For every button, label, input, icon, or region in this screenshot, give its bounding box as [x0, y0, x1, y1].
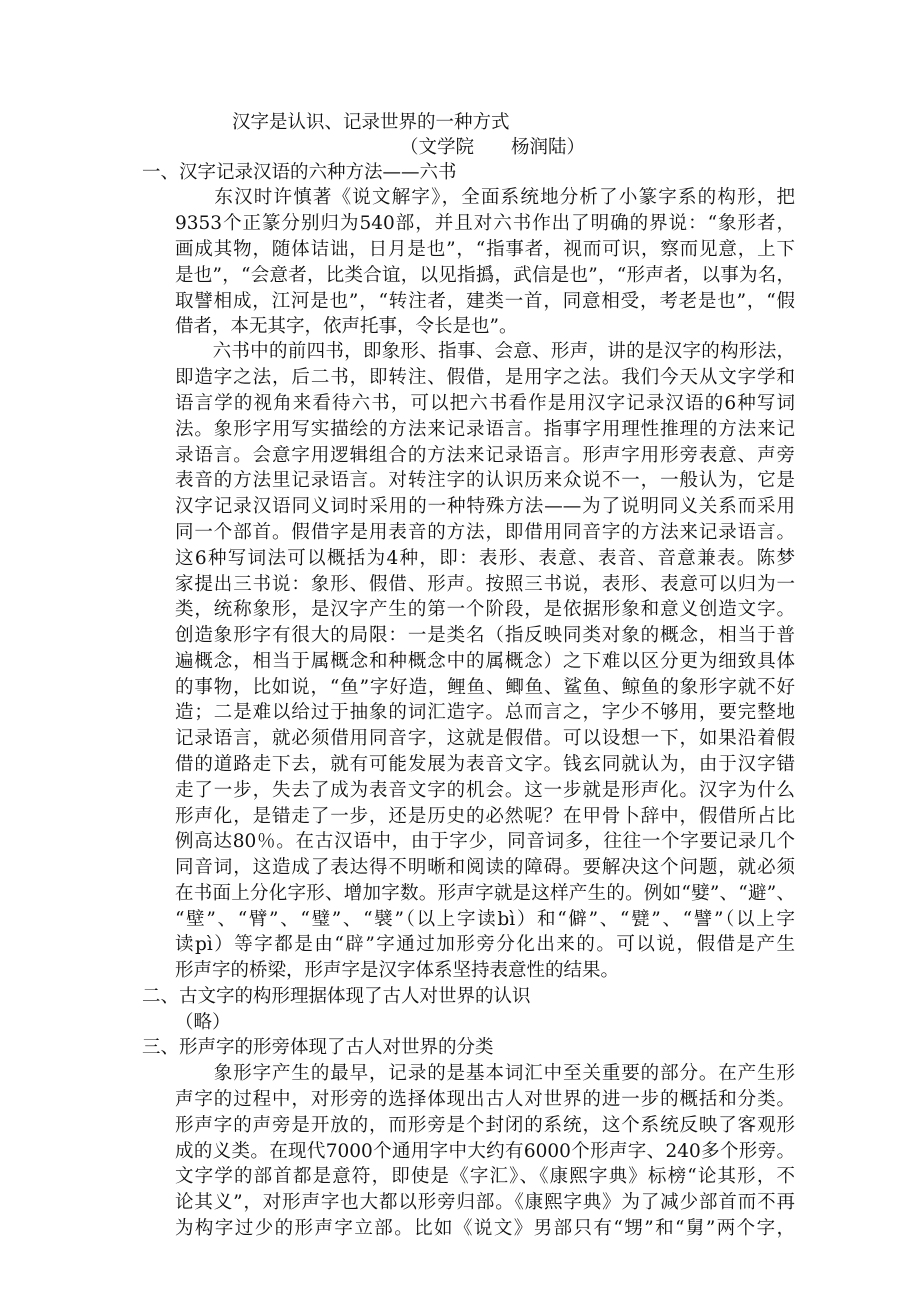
section-heading-3: 三、形声字的形旁体现了古人对世界的分类	[142, 1037, 494, 1058]
paragraph-line: 读pì）等字都是由“辟”字通过加形旁分化出来的。可以说，假借是产生	[175, 934, 795, 955]
paragraph-line: 家提出三书说：象形、假借、形声。按照三书说，表形、表意可以归为一	[175, 574, 795, 595]
paragraph-line: 例高达80％。在古汉语中，由于字少，同音词多，往往一个字要记录几个	[175, 831, 795, 852]
paragraph-line: 成的义类。在现代7000个通用字中大约有6000个形声字、240多个形旁。	[175, 1141, 795, 1162]
paragraph-line: 同音词，这造成了表达得不明晰和阅读的障碍。要解决这个问题，就必须	[175, 857, 795, 878]
paragraph-line: 走了一步，失去了成为表音文字的机会。这一步就是形声化。汉字为什么	[175, 780, 795, 801]
paragraph-line: 论其义”，对形声字也大都以形旁归部。《康熙字典》为了减少部首而不再	[175, 1192, 795, 1213]
paragraph-line: 录语言。会意字用逻辑组合的方法来记录语言。形声字用形旁表意、声旁	[175, 445, 795, 466]
paragraph-line: 记录语言，就必须借用同音字，这就是假借。可以设想一下，如果沿着假	[175, 728, 795, 749]
paragraph-line: 借的道路走下去，就有可能发展为表音文字。钱玄同就认为，由于汉字错	[175, 754, 795, 775]
paragraph-line: 取譬相成，江河是也”，“转注者，建类一首，同意相受，考老是也”，“假	[175, 291, 795, 312]
paragraph-line: 借者，本无其字，依声托事，令长是也”。	[175, 316, 518, 337]
paragraph-line: 类，统称象形，是汉字产生的第一个阶段，是依据形象和意义创造文字。	[175, 599, 795, 620]
paragraph-line: 造；二是难以给过于抽象的词汇造字。总而言之，字少不够用，要完整地	[175, 702, 795, 723]
paragraph-line: 画成其物，随体诘诎，日月是也”，“指事者，视而可识，察而见意，上下	[175, 239, 795, 260]
section-heading-2: 二、古文字的构形理据体现了古人对世界的认识	[142, 986, 531, 1007]
paragraph-line: 声字的过程中，对形旁的选择体现出古人对世界的进一步的概括和分类。	[175, 1089, 795, 1110]
paragraph-line: 创造象形字有很大的局限：一是类名（指反映同类对象的概念，相当于普	[175, 625, 795, 646]
paragraph-line: 的事物，比如说，“鱼”字好造，鲤鱼、鲫鱼、鲨鱼、鲸鱼的象形字就不好	[175, 677, 795, 698]
paragraph-line: 遍概念，相当于属概念和种概念中的属概念）之下难以区分更为细致具体	[175, 651, 795, 672]
document-author: （文学院 杨润陆）	[400, 137, 586, 158]
paragraph-line: 这6种写词法可以概括为4种，即：表形、表意、表音、音意兼表。陈梦	[175, 548, 795, 569]
paragraph-line: 汉字记录汉语同义词时采用的一种特殊方法——为了说明同义关系而采用	[175, 496, 795, 517]
paragraph-line: 为构字过少的形声字立部。比如《说文》男部只有“甥”和“舅”两个字，	[175, 1218, 795, 1239]
paragraph-line: 象形字产生的最早，记录的是基本词汇中至关重要的部分。在产生形	[175, 1063, 795, 1084]
document-title: 汉字是认识、记录世界的一种方式	[232, 112, 510, 133]
paragraph-line: 法。象形字用写实描绘的方法来记录语言。指事字用理性推理的方法来记	[175, 419, 795, 440]
paragraph-line: 是也”，“会意者，比类合谊，以见指撝，武信是也”，“形声者，以事为名，	[175, 265, 795, 286]
paragraph-line: 语言学的视角来看待六书，可以把六书看作是用汉字记录汉语的6种写词	[175, 393, 795, 414]
paragraph-line: 9353个正篆分别归为540部，并且对六书作出了明确的界说：“象形者，	[175, 213, 795, 234]
paragraph-line: 同一个部首。假借字是用表音的方法，即借用同音字的方法来记录语言。	[175, 522, 795, 543]
paragraph-line: 文字学的部首都是意符，即使是《字汇》、《康熙字典》标榜“论其形，不	[175, 1166, 795, 1187]
paragraph-line: 六书中的前四书，即象形、指事、会意、形声，讲的是汉字的构形法，	[175, 341, 795, 362]
paragraph-line: 形声化，是错走了一步，还是历史的必然呢？在甲骨卜辞中，假借所占比	[175, 806, 795, 827]
section-heading-1: 一、汉字记录汉语的六种方法——六书	[142, 162, 457, 183]
paragraph-line: 在书面上分化字形、增加字数。形声字就是这样产生的。例如“嬖”、“避”、	[175, 883, 795, 904]
paragraph-line: 即造字之法，后二书，即转注、假借，是用字之法。我们今天从文字学和	[175, 367, 795, 388]
paragraph-line: （略）	[175, 1012, 231, 1033]
paragraph-line: “壁”、“臂”、“璧”、“襞”（以上字读bì）和“僻”、“甓”、“譬”（以上字	[175, 909, 795, 930]
paragraph-line: 东汉时许慎著《说文解字》，全面系统地分析了小篆字系的构形，把	[175, 187, 795, 208]
paragraph-line: 形声字的声旁是开放的，而形旁是个封闭的系统，这个系统反映了客观形	[175, 1115, 795, 1136]
paragraph-line: 形声字的桥梁，形声字是汉字体系坚持表意性的结果。	[175, 960, 620, 981]
paragraph-line: 表音的方法里记录语言。对转注字的认识历来众说不一，一般认为，它是	[175, 470, 795, 491]
